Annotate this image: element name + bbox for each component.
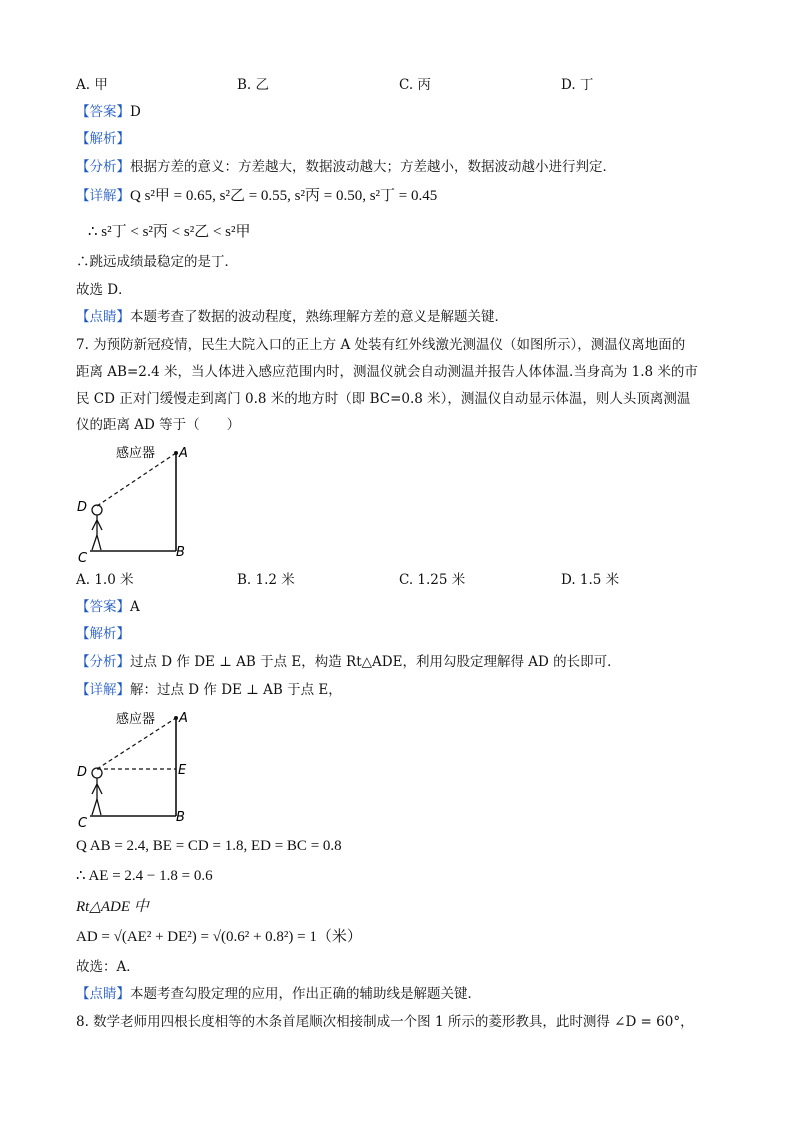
- fenxi-text: 根据方差的意义：方差越大，数据波动越大；方差越小，数据波动越小进行判定．: [130, 159, 616, 175]
- q6-option-b: B. 乙: [237, 77, 270, 93]
- q6-answer: [76, 106, 141, 120]
- q7-figure-1: [72, 440, 202, 565]
- q7-equation-2: ∴ AE = 2.4 − 1.8 = 0.6: [76, 868, 213, 884]
- q8-stem-line1: 8. 数学老师用四根长度相等的木条首尾顺次相接制成一个图 1 所示的菱形教具，此时测得 ∠D = 60°，: [76, 1014, 694, 1030]
- fig2-label-d: D: [77, 765, 88, 780]
- fig1-label-c: C: [78, 551, 88, 565]
- fig1-person-icon: [92, 505, 102, 550]
- fig1-label-a: A: [179, 446, 188, 461]
- q7-answer: [76, 601, 140, 615]
- q7-stem-line4: 仪的距离 AD 等于（ ）: [76, 417, 241, 433]
- fig2-label-e: E: [178, 763, 187, 778]
- q7-equation-1: Q AB = 2.4, BE = CD = 1.8, ED = BC = 0.8: [76, 838, 342, 854]
- answer-tag: 【答案】: [76, 599, 130, 615]
- q6-fenxi: [76, 161, 616, 175]
- q6-conclusion: ∴跳远成绩最稳定的是丁．: [76, 254, 238, 270]
- dianjing-tag: 【点睛】: [76, 986, 130, 1002]
- q7-option-c: C. 1.25 米: [399, 572, 466, 588]
- q6-option-d: D. 丁: [561, 77, 594, 93]
- q6-option-c: C. 丙: [399, 77, 431, 93]
- fig2-sensor-label: 感应器: [116, 712, 156, 727]
- q7-xiangjie: [76, 684, 342, 698]
- dianjing-text: 本题考查勾股定理的应用，作出正确的辅助线是解题关键．: [130, 986, 481, 1002]
- dianjing-text: 本题考查了数据的波动程度，熟练理解方差的意义是解题关键．: [130, 309, 508, 325]
- fenxi-tag: 【分析】: [76, 159, 130, 175]
- q7-stem-line3: 民 CD 正对门缓慢走到离门 0.8 米的地方时（即 BC=0.8 米），测温仪自动显示体温，则人头顶离测温: [76, 391, 691, 407]
- q6-analysis-tag: 【解析】: [76, 131, 130, 147]
- fenxi-tag: 【分析】: [76, 654, 130, 670]
- q7-stem-line2: 距离 AB=2.4 米，当人体进入感应范围内时，测温仪就会自动测温并报告人体体温.当身高为 1.8 米的市: [76, 364, 698, 380]
- q6-inequality: ∴ s²丁 < s²丙 < s²乙 < s²甲: [88, 224, 251, 240]
- variance-values: Q s²甲 = 0.65, s²乙 = 0.55, s²丙 = 0.50, s²丁 = 0.45: [130, 188, 438, 204]
- q6-xiangjie: [76, 189, 437, 204]
- q6-option-a: A. 甲: [76, 77, 108, 93]
- dianjing-tag: 【点睛】: [76, 309, 130, 325]
- q7-choose: 故选：A．: [76, 959, 140, 975]
- fig2-person-icon: [92, 768, 102, 815]
- q7-dianjing: [76, 988, 481, 1002]
- q6-dianjing: [76, 311, 508, 325]
- fig1-label-b: B: [176, 545, 185, 560]
- answer-tag: 【答案】: [76, 104, 130, 120]
- q7-analysis-tag: 【解析】: [76, 626, 130, 642]
- fig2-label-a: A: [179, 711, 188, 726]
- q7-stem-line1: 7. 为预防新冠疫情，民生大院入口的正上方 A 处装有红外线激光测温仪（如图所示），测温仪离地面的: [76, 337, 686, 353]
- q6-choose: 故选 D．: [76, 282, 132, 298]
- q7-option-b: B. 1.2 米: [237, 572, 295, 588]
- q7-figure-2: [72, 706, 202, 830]
- q7-equation-3: Rt△ADE 中: [76, 899, 149, 915]
- q7-option-a: A. 1.0 米: [76, 572, 134, 588]
- xiangjie-tag: 【详解】: [76, 682, 130, 698]
- q7-fenxi: [76, 656, 621, 670]
- fig2-label-b: B: [176, 810, 185, 825]
- q7-option-d: D. 1.5 米: [561, 572, 620, 588]
- q7-equation-4: AD = √(AE² + DE²) = √(0.6² + 0.8²) = 1（米）: [76, 929, 362, 945]
- answer-value: D: [130, 104, 141, 120]
- fig2-label-c: C: [78, 816, 88, 830]
- fenxi-text: 过点 D 作 DE ⊥ AB 于点 E，构造 Rt△ADE，利用勾股定理解得 AD 的长即可．: [130, 654, 621, 670]
- answer-value: A: [130, 599, 140, 615]
- fig1-sensor-label: 感应器: [116, 446, 156, 461]
- xiangjie-tag: 【详解】: [76, 188, 130, 204]
- fig1-label-d: D: [77, 500, 88, 515]
- xiangjie-text: 解：过点 D 作 DE ⊥ AB 于点 E，: [130, 682, 342, 698]
